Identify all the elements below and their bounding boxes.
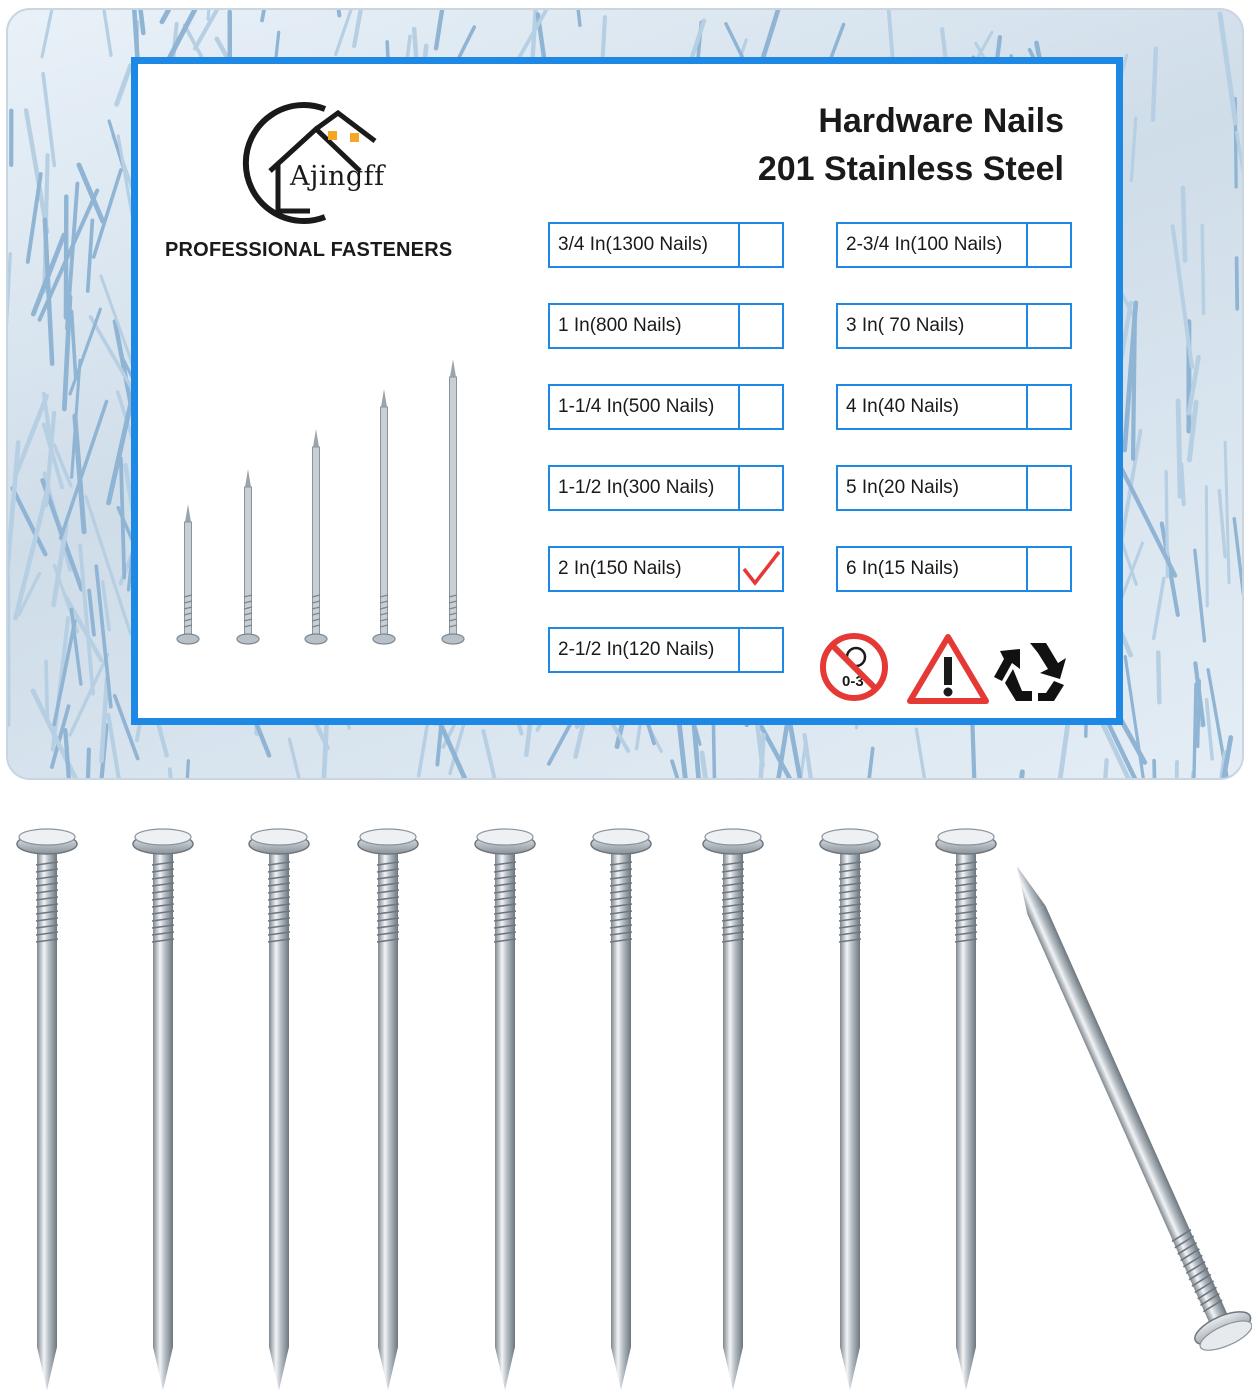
size-checkbox [740, 467, 782, 509]
large-nails-row [0, 820, 1252, 1394]
size-checkbox [740, 629, 782, 671]
large-nail-icon [249, 829, 309, 1390]
size-option-row [548, 627, 784, 673]
size-checkbox [1028, 386, 1070, 428]
size-option-row [548, 546, 784, 592]
safety-icons [818, 629, 1088, 709]
size-option-label: 1-1/2 In(300 Nails) [550, 467, 740, 509]
size-checkbox [1028, 224, 1070, 266]
large-nail-icon [820, 829, 880, 1390]
large-nail-icon [936, 829, 996, 1390]
nail-size-comparison [168, 334, 468, 664]
size-option-row [836, 465, 1072, 511]
size-checkbox [740, 305, 782, 347]
large-nail-icon [17, 829, 77, 1390]
size-option-row [836, 546, 1072, 592]
size-option-row [836, 384, 1072, 430]
size-option-label: 1 In(800 Nails) [550, 305, 740, 347]
size-option-row [548, 465, 784, 511]
brand-name: Ajingff [290, 161, 385, 192]
mini-nail-icon [442, 359, 464, 644]
no-children-icon [823, 636, 885, 698]
size-option-row [548, 222, 784, 268]
size-checkbox [1028, 548, 1070, 590]
large-nail-icon [133, 829, 193, 1390]
size-option-label: 6 In(15 Nails) [838, 548, 1028, 590]
mini-nail-icon [373, 389, 395, 644]
size-option-label: 2-1/2 In(120 Nails) [550, 629, 740, 671]
mini-nail-icon [305, 429, 327, 644]
large-nail-icon [475, 829, 535, 1390]
product-title: Hardware Nails [818, 102, 1064, 140]
large-nail-icon [358, 829, 418, 1390]
size-checkbox [740, 386, 782, 428]
product-subtitle: 201 Stainless Steel [757, 150, 1064, 188]
size-option-label: 2-3/4 In(100 Nails) [838, 224, 1028, 266]
size-option-row [836, 222, 1072, 268]
size-option-label: 1-1/4 In(500 Nails) [550, 386, 740, 428]
size-option-label: 3 In( 70 Nails) [838, 305, 1028, 347]
mini-nail-icon [237, 469, 259, 644]
product-label-card [131, 57, 1123, 725]
size-option-row [836, 303, 1072, 349]
age-label: 0-3 [842, 673, 864, 690]
size-option-label: 2 In(150 Nails) [550, 548, 740, 590]
large-nail-icon [703, 829, 763, 1390]
brand-tagline: PROFESSIONAL FASTENERS [165, 239, 453, 261]
size-checkbox [740, 548, 782, 590]
size-option-label: 4 In(40 Nails) [838, 386, 1028, 428]
large-nail-icon [591, 829, 651, 1390]
warning-triangle-icon [910, 637, 986, 701]
recycle-icon [994, 643, 1066, 701]
check-mark-icon [741, 549, 781, 589]
size-option-label: 3/4 In(1300 Nails) [550, 224, 740, 266]
size-checkbox [1028, 305, 1070, 347]
size-checkbox [1028, 467, 1070, 509]
size-option-label: 5 In(20 Nails) [838, 467, 1028, 509]
size-checkbox [740, 224, 782, 266]
size-option-row [548, 384, 784, 430]
tilted-nail-icon [990, 854, 1252, 1357]
size-option-row [548, 303, 784, 349]
mini-nail-icon [177, 504, 199, 644]
